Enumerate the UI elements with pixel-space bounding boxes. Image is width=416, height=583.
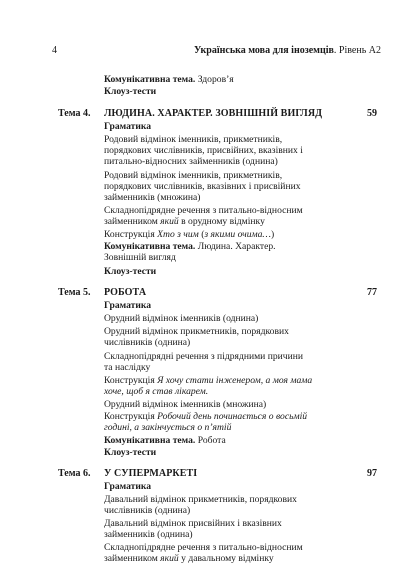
topic-6-item-3-end: у давальному відмінку bbox=[178, 553, 274, 565]
topic-6-grammar-heading: Граматика bbox=[104, 481, 152, 492]
topic-5-label: Тема 5. bbox=[58, 287, 91, 298]
topic-5-item-6-italic: Робочий день починається о восьмій годині, а закінчується о п’ятій bbox=[104, 411, 308, 434]
topic-4-grammar-heading: Граматика bbox=[104, 121, 152, 132]
topic-4-item-3-text: Складнопідрядне речення з питально-відносним займенником bbox=[104, 205, 303, 228]
topic-4-item-4-paren-close: ) bbox=[270, 229, 275, 240]
topic-4-item-4-italic-2: з якими очима… bbox=[204, 229, 271, 240]
running-header bbox=[194, 45, 381, 57]
topic-6-page: 97 bbox=[367, 468, 377, 479]
topic-4-item-1: Родовий відмінок іменників, прикметників, порядкових числівників, присвійних, вказівних і питально-відносних займенників (однина) bbox=[104, 134, 303, 168]
topic-4-theme-label: Комунікативна тема. bbox=[104, 241, 196, 252]
intro-theme-label: Комунікативна тема. bbox=[104, 74, 196, 85]
intro-theme bbox=[104, 74, 234, 86]
topic-5-item-2: Орудний відмінок прикметників, порядкових числівників (однина) bbox=[104, 326, 289, 349]
topic-6-label: Тема 6. bbox=[58, 468, 91, 479]
topic-6-item-3 bbox=[104, 542, 304, 564]
topic-5-theme-value: Робота bbox=[195, 435, 226, 446]
intro-cloze-tests: Клоуз-тести bbox=[104, 86, 157, 97]
book-level: . Рівень А2 bbox=[333, 45, 381, 56]
topic-5-item-1: Орудний відмінок іменників (однина) bbox=[104, 313, 259, 324]
topic-4-item-4-italic: Хто з чим bbox=[157, 229, 199, 240]
topic-6-item-3-text: Складнопідрядне речення з питально-відносним займенником bbox=[104, 542, 303, 565]
topic-5-page: 77 bbox=[367, 287, 377, 298]
book-title: Українська мова для іноземців bbox=[194, 45, 334, 56]
topic-5-item-6 bbox=[104, 411, 314, 433]
topic-4-item-3 bbox=[104, 205, 304, 227]
topic-4-title: ЛЮДИНА. ХАРАКТЕР. ЗОВНІШНІЙ ВИГЛЯД bbox=[104, 108, 323, 119]
topic-5-title: РОБОТА bbox=[104, 287, 147, 298]
topic-4-item-4-text: Конструкція bbox=[104, 229, 158, 240]
topic-6-item-1: Давальний відмінок прикметників, порядкових числівників (однина) bbox=[104, 494, 297, 517]
topic-5-item-4-text: Конструкція bbox=[104, 375, 158, 386]
topic-5-theme-label: Комунікативна тема. bbox=[104, 435, 196, 446]
topic-4-item-3-italic: який bbox=[160, 216, 179, 228]
topic-6-item-3-italic: який bbox=[160, 553, 179, 565]
topic-4-page: 59 bbox=[367, 108, 377, 119]
topic-6-item-2: Давальний відмінок присвійних і вказівних займенників (однина) bbox=[104, 518, 282, 541]
topic-5-cloze-tests: Клоуз-тести bbox=[104, 447, 157, 458]
topic-5-item-4 bbox=[104, 375, 314, 397]
topic-6-title: У СУПЕРМАРКЕТІ bbox=[104, 468, 198, 479]
topic-4-theme bbox=[104, 241, 304, 263]
topic-4-item-3-end: в орудному відмінку bbox=[178, 216, 265, 228]
topic-5-grammar-heading: Граматика bbox=[104, 300, 152, 311]
topic-5-item-4-italic: Я хочу стати інженером, а моя мама хоче, щоб я став лікарем. bbox=[104, 375, 313, 398]
topic-5-theme bbox=[104, 435, 226, 447]
intro-theme-value: Здоров’я bbox=[195, 74, 234, 85]
topic-4-label: Тема 4. bbox=[58, 108, 91, 119]
topic-4-item-4 bbox=[104, 229, 324, 240]
topic-4-cloze-tests: Клоуз-тести bbox=[104, 266, 157, 277]
page-number: 4 bbox=[52, 45, 57, 56]
topic-4-theme-value: Людина. Характер. Зовнішній вигляд bbox=[104, 241, 276, 264]
topic-4-item-2: Родовий відмінок іменників, прикметників, порядкових числівників, вказівних і присвійних займенників (множина) bbox=[104, 170, 301, 204]
topic-5-item-3: Складнопідрядні речення з підрядними причини та наслідку bbox=[104, 351, 303, 374]
topic-5-item-5: Орудний відмінок іменників (множина) bbox=[104, 399, 267, 410]
topic-4-item-4-paren-open: ( bbox=[198, 229, 205, 240]
topic-5-item-6-text: Конструкція bbox=[104, 411, 158, 422]
